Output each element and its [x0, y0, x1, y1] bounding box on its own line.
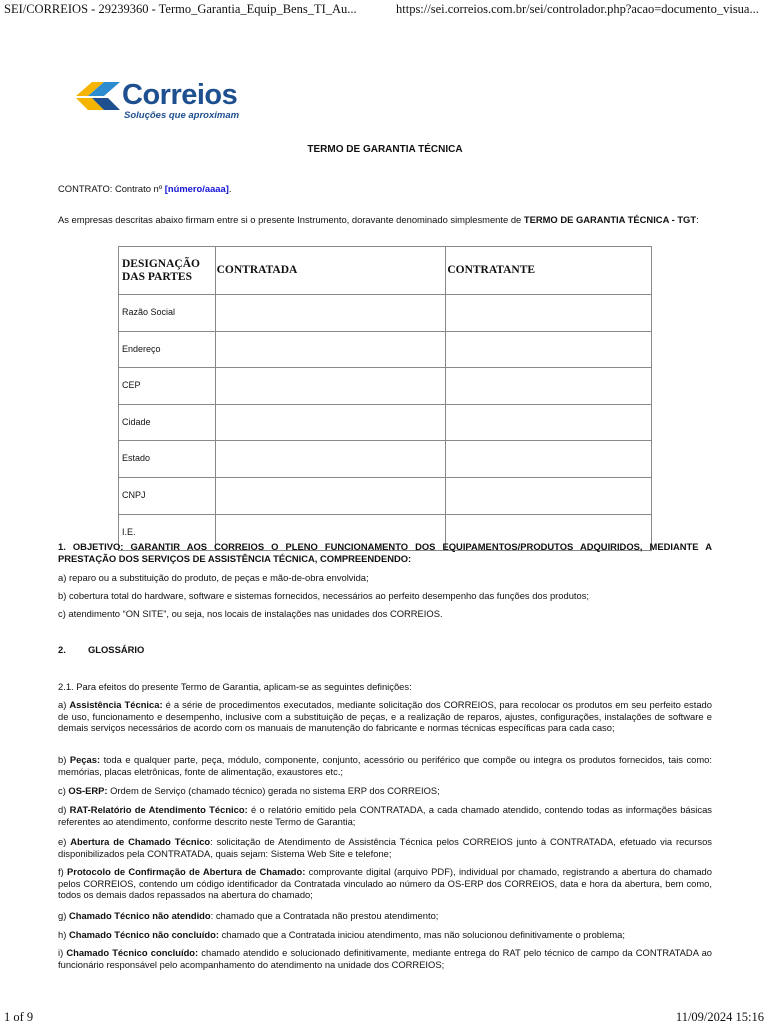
definition-item	[58, 804, 712, 827]
table-row	[119, 295, 652, 332]
row-label: CNPJ	[119, 477, 216, 514]
definition-term: Chamado Técnico não atendido	[68, 910, 211, 921]
correios-logo	[74, 74, 246, 126]
table-row	[119, 441, 652, 478]
definition-prefix: b)	[58, 754, 70, 765]
definition-term: Protocolo de Confirmação de Abertura de Chamado:	[67, 866, 306, 877]
definition-prefix: g)	[58, 910, 69, 921]
definition-prefix: f)	[58, 866, 68, 877]
definition-item	[58, 754, 712, 777]
contratada-cell[interactable]	[215, 477, 446, 514]
contratante-cell[interactable]	[446, 368, 652, 405]
definition-item	[58, 785, 712, 797]
definition-text: é a série de procedimentos executados, mediante solicitação dos CORREIOS, para recolocar os produtos em seu perfeito estado de uso, funcionamento e desempenho, inclusive com a substituição de peças, e a realização de reparos, ajustes, configurações, instalações de software e demais serviços necessários de acordo com os manuais de manutenção do fabricante e normas técnicas específicas para cada caso;	[58, 699, 712, 734]
section1-item: c) atendimento “ON SITE”, ou seja, nos locais de instalações nas unidades dos CORREIOS.	[58, 608, 443, 619]
print-header	[0, 0, 768, 22]
contratante-cell[interactable]	[446, 477, 652, 514]
table-header-cell: CONTRATADA	[215, 247, 446, 295]
section1-item: b) cobertura total do hardware, software e sistemas fornecidos, necessários ao perfeito desempenho das funções dos produtos;	[58, 590, 590, 601]
table-row	[119, 477, 652, 514]
logo-tagline: Soluções que aproximam	[124, 110, 240, 121]
table-row	[119, 404, 652, 441]
definition-prefix: a)	[58, 699, 70, 710]
contratante-cell[interactable]	[446, 331, 652, 368]
contratante-cell[interactable]	[446, 441, 652, 478]
table-header-cell: CONTRATANTE	[446, 247, 652, 295]
table-row	[119, 368, 652, 405]
definition-item	[58, 929, 712, 941]
intro-paragraph	[58, 214, 712, 226]
row-label: Endereço	[119, 331, 216, 368]
definition-item	[58, 866, 712, 901]
correios-logo-icon	[74, 78, 122, 114]
definition-prefix: h)	[58, 929, 69, 940]
table-header-cell: DESIGNAÇÃO DAS PARTES	[119, 247, 216, 295]
section2-number: 2.	[58, 644, 66, 655]
definition-term: Assistência Técnica:	[69, 699, 163, 710]
page-counter: 1 of 9	[4, 1010, 34, 1024]
definition-prefix: e)	[58, 836, 71, 847]
definition-text: chamado que a Contratada iniciou atendimento, mas não solucionou definitivamente o problema;	[218, 929, 625, 940]
section2-heading	[58, 644, 145, 656]
contratada-cell[interactable]	[215, 368, 446, 405]
section1-item: a) reparo ou a substituição do produto, de peças e mão-de-obra envolvida;	[58, 572, 369, 583]
definition-item	[58, 910, 712, 922]
contract-label: CONTRATO: Contrato nº	[58, 183, 165, 194]
intro-text: As empresas descritas abaixo firmam entre si o presente Instrumento, doravante denominado simplesmente de	[58, 214, 524, 225]
definition-text: comprovante digital (arquivo PDF), individual por chamado, registrando a abertura do chamado pelos CORREIOS, contendo um código identificador da Contratada vinculado ao número da OS-ERP dos CORREIOS, data e hora da abertura, bem como, todos os demais dados repassados na abertura do chamado;	[58, 866, 712, 901]
intro-end: :	[696, 214, 699, 225]
definition-term: Peças:	[69, 754, 101, 765]
contratada-cell[interactable]	[215, 404, 446, 441]
contract-number: [número/aaaa]	[164, 183, 229, 194]
intro-bold: TERMO DE GARANTIA TÉCNICA - TGT	[523, 214, 697, 225]
print-timestamp: 11/09/2024 15:16	[675, 1010, 764, 1024]
page-title: SEI/CORREIOS - 29239360 - Termo_Garantia_Equip_Bens_TI_Au...	[4, 2, 357, 16]
print-footer	[0, 1010, 768, 1024]
definition-text: : solicitação de Atendimento de Assistência Técnica pelos CORREIOS junto à CONTRATADA, efetuado via recursos disponibilizados pela CONTRATADA, quais sejam: Sistema Web Site e telefone;	[58, 836, 712, 859]
contratada-cell[interactable]	[215, 331, 446, 368]
definition-prefix: i)	[58, 947, 67, 958]
row-label: Estado	[119, 441, 216, 478]
definition-term: RAT-Relatório de Atendimento Técnico:	[69, 804, 248, 815]
contratante-cell[interactable]	[446, 404, 652, 441]
definition-prefix: d)	[58, 804, 70, 815]
definition-term: Chamado Técnico concluído:	[66, 947, 199, 958]
contratante-cell[interactable]	[446, 295, 652, 332]
definition-text: chamado atendido e solucionado definitivamente, mediante entrega do RAT pelo técnico de campo da CONTRATADA ao funcionário responsável pelo acompanhamento do atendimento na unidade dos CORREIOS;	[58, 947, 712, 970]
document-page	[58, 56, 712, 1000]
contract-end: .	[228, 183, 232, 194]
logo-wordmark: Correios	[122, 79, 238, 111]
contract-line	[58, 183, 712, 195]
definition-text: : chamado que a Contratada não prestou atendimento;	[210, 910, 439, 921]
definition-item	[58, 699, 712, 734]
definition-text: Ordem de Serviço (chamado técnico) gerada no sistema ERP dos CORREIOS;	[107, 785, 440, 796]
section1-heading: 1. OBJETIVO: GARANTIR AOS CORREIOS O PLENO FUNCIONAMENTO DOS EQUIPAMENTOS/PRODUTOS ADQUIRIDOS, MEDIANTE A PRESTAÇÃO DOS SERVIÇOS DE ASSISTÊNCIA TÉCNICA, COMPREENDENDO:	[58, 541, 712, 564]
row-label: Cidade	[119, 404, 216, 441]
definition-term: OS-ERP:	[68, 785, 108, 796]
section2-intro: 2.1. Para efeitos do presente Termo de Garantia, aplicam-se as seguintes definições:	[58, 681, 412, 692]
table-row	[119, 331, 652, 368]
row-label: I.E.	[119, 514, 216, 551]
parties-table	[118, 246, 652, 551]
contratada-cell[interactable]	[215, 441, 446, 478]
row-label: CEP	[119, 368, 216, 405]
page-url[interactable]: https://sei.correios.com.br/sei/controlador.php?acao=documento_visua...	[396, 2, 759, 16]
row-label: Razão Social	[119, 295, 216, 332]
table-header-row	[119, 247, 652, 295]
definition-text: toda e qualquer parte, peça, módulo, componente, conjunto, acessório ou periférico que compõe ou integra os produtos fornecidos, tais como: memórias, placas eletrônicas, fonte de alimentação, exaustores etc.;	[58, 754, 712, 777]
definition-term: Abertura de Chamado Técnico	[70, 836, 211, 847]
definition-term: Chamado Técnico não concluído:	[68, 929, 219, 940]
definition-prefix: c)	[58, 785, 69, 796]
document-title: TERMO DE GARANTIA TÉCNICA	[307, 144, 463, 155]
definition-item	[58, 947, 712, 970]
section2-title: GLOSSÁRIO	[88, 644, 145, 655]
contratada-cell[interactable]	[215, 295, 446, 332]
definition-text: é o relatório emitido pela CONTRATADA, a cada chamado atendido, contendo todas as informações básicas referentes ao atendimento, conforme descrito neste Termo de Garantia;	[58, 804, 712, 827]
definition-item	[58, 836, 712, 859]
